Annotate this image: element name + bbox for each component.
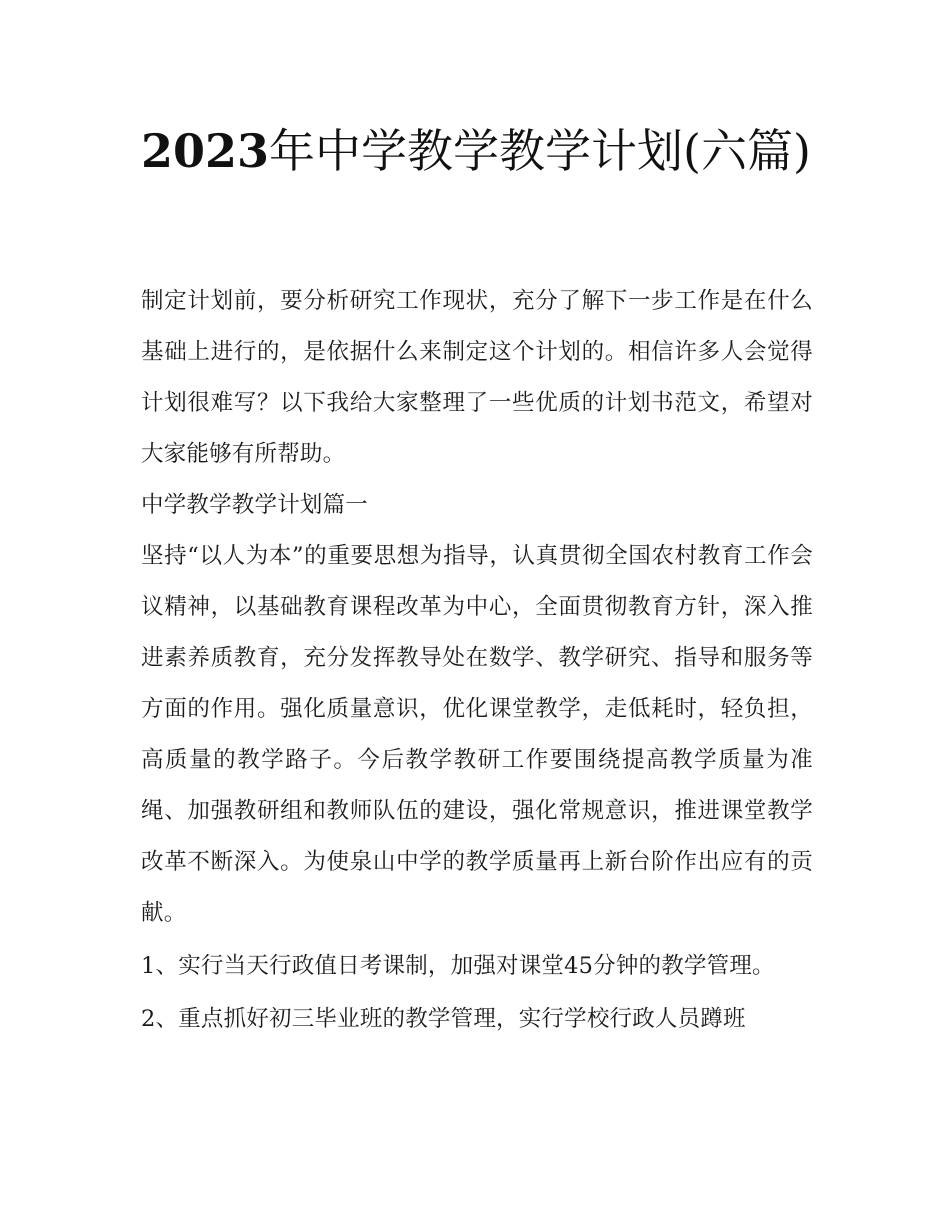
- document-title: [141, 112, 813, 190]
- document-body: [141, 276, 813, 1045]
- list-item: 1、实行当天行政值日考课制，加强对课堂45分钟的教学管理。: [141, 953, 775, 979]
- title-year: 2023: [141, 124, 270, 178]
- section-heading: 中学教学教学计划篇一: [141, 492, 369, 518]
- body-paragraph: 坚持“以人为本”的重要思想为指导，认真贯彻全国农村教育工作会议精神，以基础教育课程改革为中心，全面贯彻教育方针，深入推进素养质教育，充分发挥教导处在数学、教学研究、指导和服务等方面的作用。强化质量意识，优化课堂教学，走低耗时，轻负担，高质量的教学路子。今后教学教研工作要围绕提高教学质量为准绳、加强教研组和教师队伍的建设，强化常规意识，推进课堂教学改革不断深入。为使泉山中学的教学质量再上新台阶作出应有的贡献。: [141, 543, 813, 926]
- intro-paragraph: 制定计划前，要分析研究工作现状，充分了解下一步工作是在什么基础上进行的，是依据什么来制定这个计划的。相信许多人会觉得计划很难写？以下我给大家整理了一些优质的计划书范文，希望对大家能够有所帮助。: [141, 288, 813, 467]
- list-item: 2、重点抓好初三毕业班的教学管理，实行学校行政人员蹲班: [141, 1006, 746, 1032]
- title-text: 年中学教学教学计划(六篇): [269, 124, 811, 178]
